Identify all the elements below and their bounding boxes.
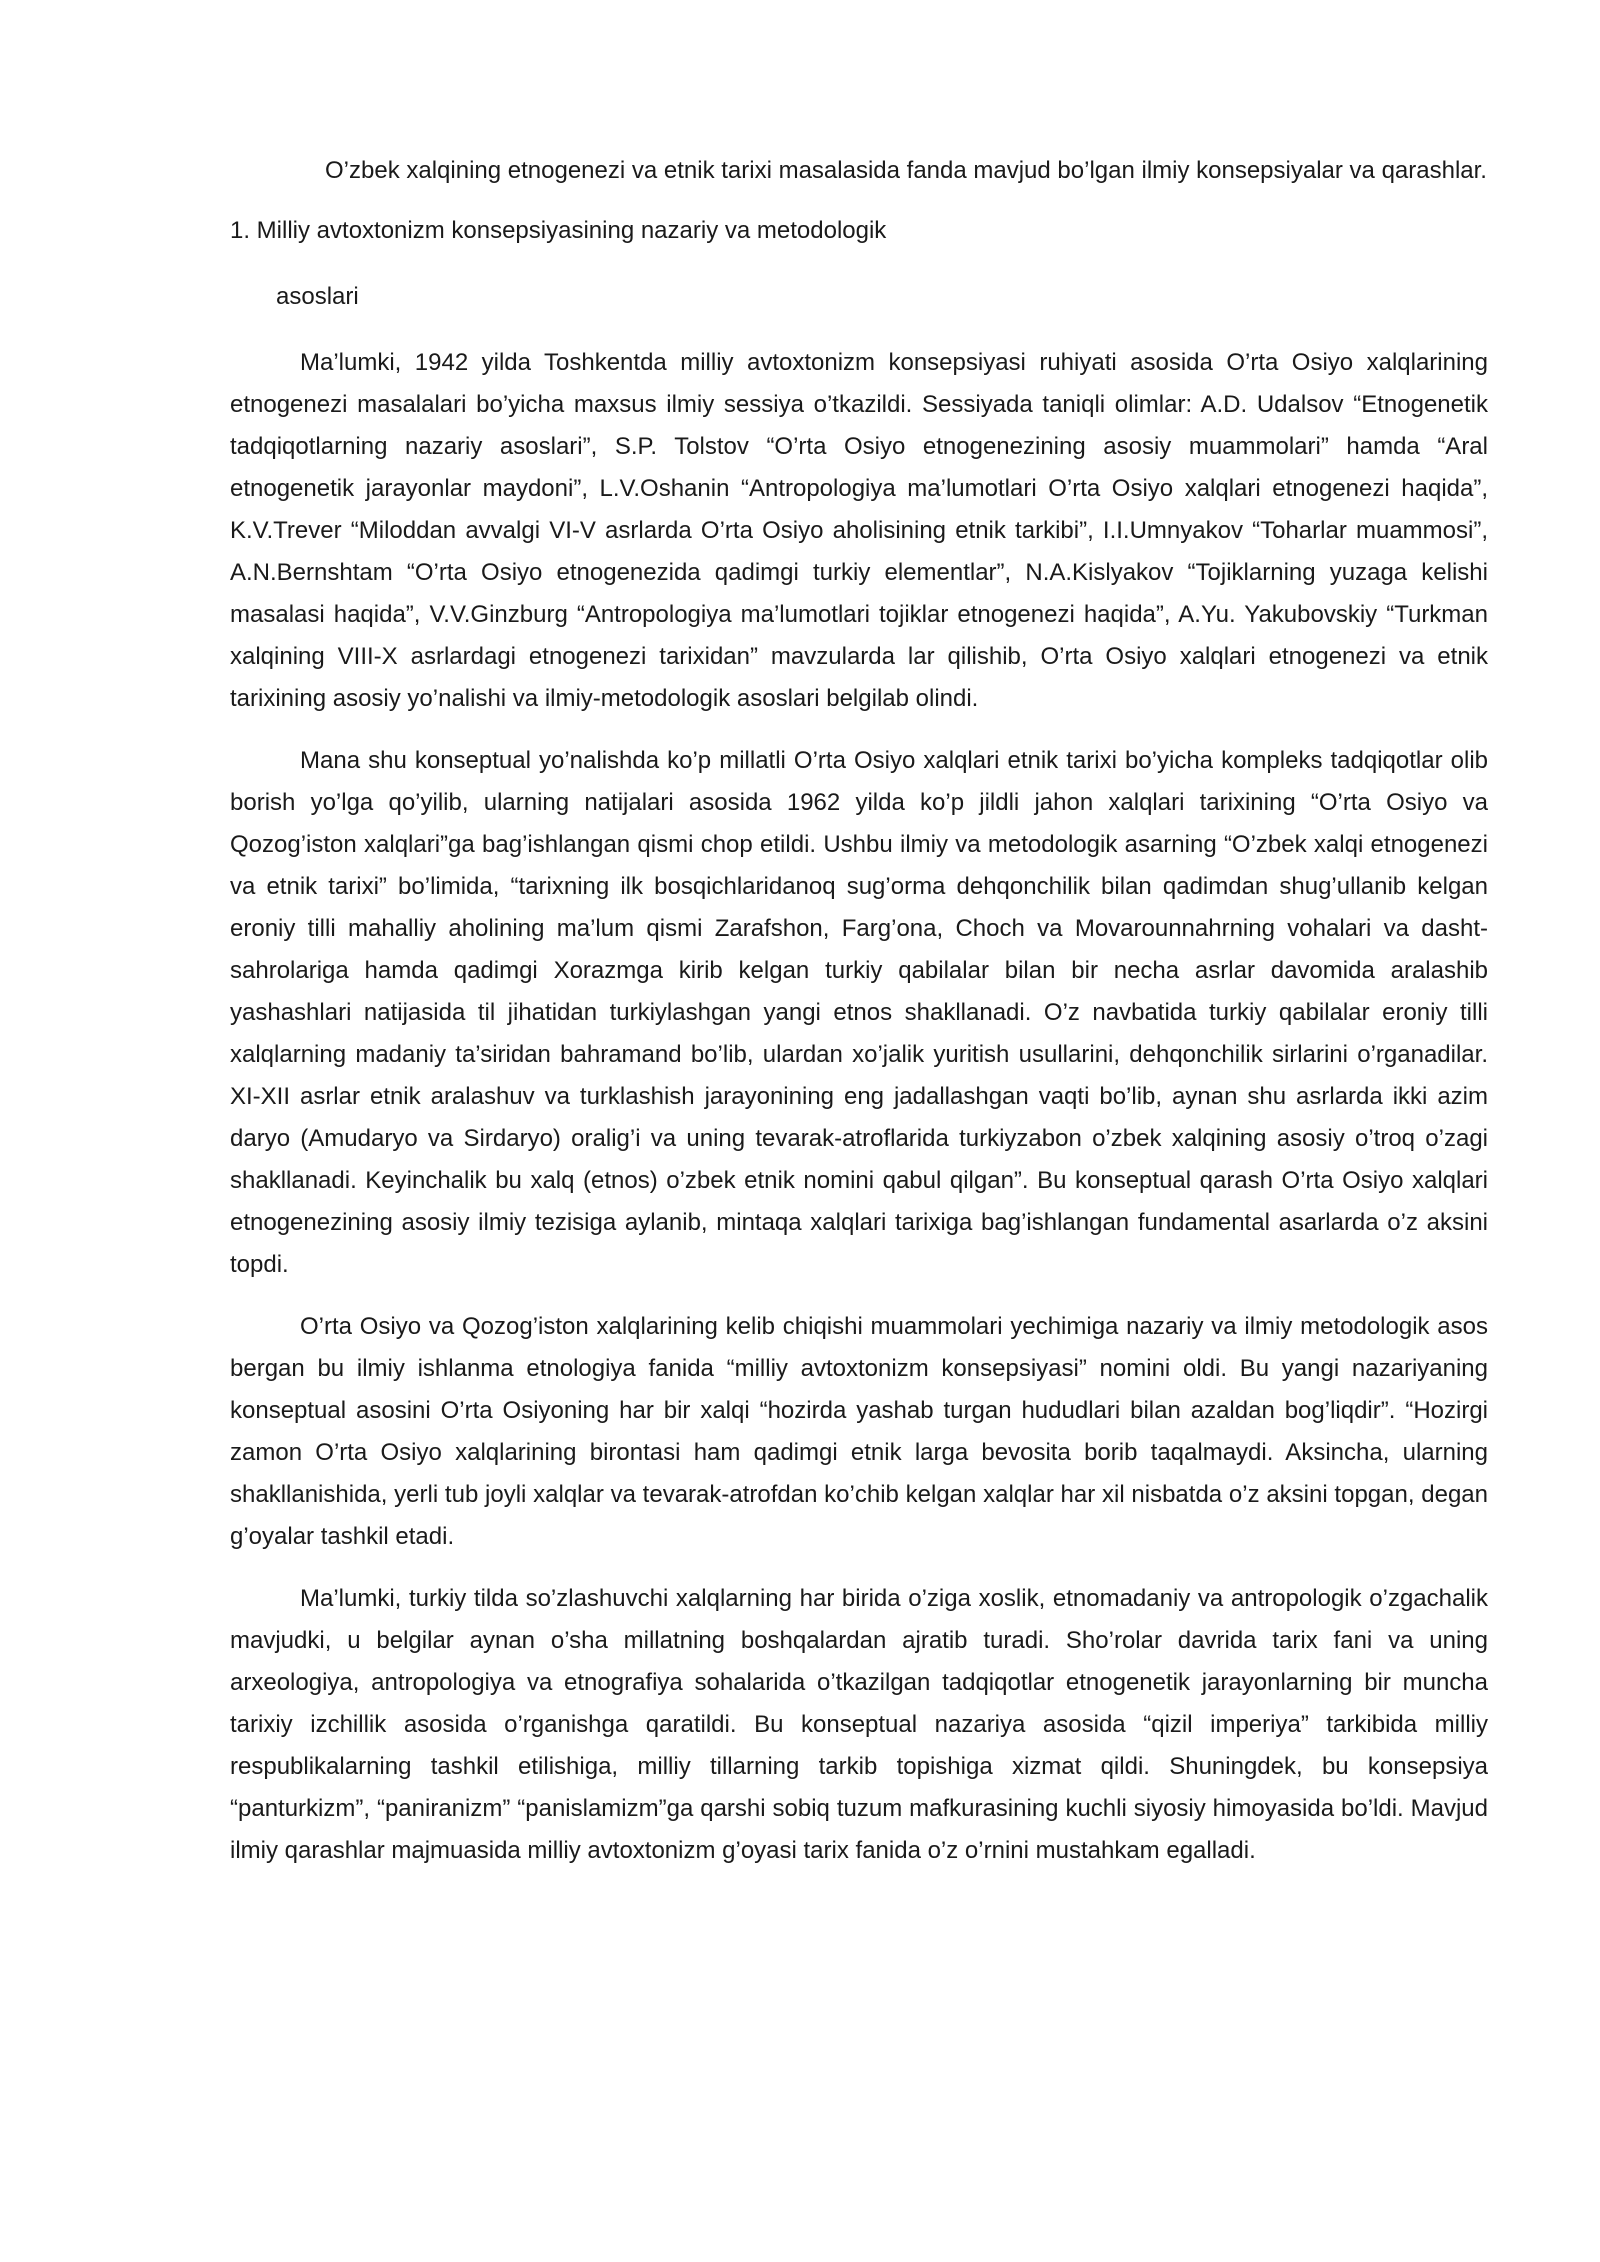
paragraph-3: O’rta Osiyo va Qozog’iston xalqlarining kelib chiqishi muammolari yechimiga nazariy va ilmiy metodologik asos bergan bu ilmiy ishlanma etnologiya fanida “milliy avtoxtonizm konsepsiyasi” nomini oldi. Bu yangi nazariyaning konseptual asosini O’rta Osiyoning har bir xalqi “hozirda yashab turgan hududlari bilan azaldan bog’liqdir”. “Hozirgi zamon O’rta Osiyo xalqlarining birontasi ham qadimgi etnik larga bevosita borib taqalmaydi. Aksincha, ularning shakllanishida, yerli tub joyli xalqlar va tevarak-atrofdan ko’chib kelgan xalqlar har xil nisbatda o’z aksini topgan, degan g’oyalar tashkil etadi.: [230, 1313, 1488, 1550]
section-heading: 1. Milliy avtoxtonizm konsepsiyasining nazariy va metodologik: [230, 217, 887, 244]
paragraph-4: Ma’lumki, turkiy tilda so’zlashuvchi xalqlarning har birida o’ziga xoslik, etnomadaniy va antropologik o’zgachalik mavjudki, u belgilar aynan o’sha millatning boshqalardan ajratib turadi. Sho’rolar davrida tarix fani va uning arxeologiya, antropologiya va etnografiya sohalarida o’tkazilgan tadqiqotlar etnogenetik jarayonlarning bir muncha tarixiy izchillik asosida o’rganishga qaratildi. Bu konseptual nazariya asosida “qizil imperiya” tarkibida milliy respublikalarning tashkil etilishiga, milliy tillarning tarkib topishiga xizmat qildi. Shuningdek, bu konsepsiya “panturkizm”, “paniranizm” “panislamizm”ga qarshi sobiq tuzum mafkurasining kuchli siyosiy himoyasida bo’ldi. Mavjud ilmiy qarashlar majmuasida milliy avtoxtonizm g’oyasi tarix fanida o’z o’rnini mustahkam egalladi.: [230, 1585, 1488, 1864]
document-title: O’zbek xalqining etnogenezi va etnik tarixi masalasida fanda mavjud bo’lgan ilmiy konsepsiyalar va qarashlar.: [325, 157, 1487, 184]
paragraph-2: Mana shu konseptual yo’nalishda ko’p millatli O’rta Osiyo xalqlari etnik tarixi bo’yicha kompleks tadqiqotlar olib borish yo’lga qo’yilib, ularning natijalari asosida 1962 yilda ko’p jildli jahon xalqlari tarixining “O’rta Osiyo va Qozog’iston xalqlari”ga bag’ishlangan qismi chop etildi. Ushbu ilmiy va metodologik asarning “O’zbek xalqi etnogenezi va etnik tarixi” bo’limida, “tarixning ilk bosqichlaridanoq sug’orma dehqonchilik bilan qadimdan shug’ullanib kelgan eroniy tilli mahalliy aholining ma’lum qismi Zarafshon, Farg’ona, Choch va Movarounnahrning vohalari va dasht-sahrolariga hamda qadimgi Xorazmga kirib kelgan turkiy qabilalar bilan bir necha asrlar davomida aralashib yashashlari natijasida til jihatidan turkiylashgan yangi etnos shakllanadi. O’z navbatida turkiy qabilalar eroniy tilli xalqlarning madaniy ta’siridan bahramand bo’lib, ulardan xo’jalik yuritish usullarini, dehqonchilik sirlarini o’rganadilar. XI-XII asrlar etnik aralashuv va turklashish jarayonining eng jadallashgan vaqti bo’lib, aynan shu asrlarda ikki azim daryo (Amudaryo va Sirdaryo) oralig’i va uning tevarak-atroflarida turkiyzabon o’zbek xalqining asosiy o’troq o’zagi shakllanadi. Keyinchalik bu xalq (etnos) o’zbek etnik nomini qabul qilgan”. Bu konseptual qarash O’rta Osiyo xalqlari etnogenezining asosiy ilmiy tezisiga aylanib, mintaqa xalqlari tarixiga bag’ishlangan fundamental asarlarda o’z aksini topdi.: [230, 747, 1488, 1278]
document-page: [230, 150, 1488, 1892]
paragraph-1: Ma’lumki, 1942 yilda Toshkentda milliy avtoxtonizm konsepsiyasi ruhiyati asosida O’rta Osiyo xalqlarining etnogenezi masalalari bo’yicha maxsus ilmiy sessiya o’tkazildi. Sessiyada taniqli olimlar: A.D. Udalsov “Etnogenetik tadqiqotlarning nazariy asoslari”, S.P. Tolstov “O’rta Osiyo etnogenezining asosiy muammolari” hamda “Aral etnogenetik jarayonlar maydoni”, L.V.Oshanin “Antropologiya ma’lumotlari O’rta Osiyo xalqlari etnogenezi haqida”, K.V.Trever “Miloddan avvalgi VI-V asrlarda O’rta Osiyo aholisining etnik tarkibi”, I.I.Umnyakov “Toharlar muammosi”, A.N.Bernshtam “O’rta Osiyo etnogenezida qadimgi turkiy elementlar”, N.A.Kislyakov “Tojiklarning yuzaga kelishi masalasi haqida”, V.V.Ginzburg “Antropologiya ma’lumotlari tojiklar etnogenezi haqida”, A.Yu. Yakubovskiy “Turkman xalqining VIII-X asrlardagi etnogenezi tarixidan” mavzularda lar qilishib, O’rta Osiyo xalqlari etnogenezi va etnik tarixining asosiy yo’nalishi va ilmiy-metodologik asoslari belgilab olindi.: [230, 349, 1488, 712]
section-heading-continuation: asoslari: [276, 283, 359, 310]
